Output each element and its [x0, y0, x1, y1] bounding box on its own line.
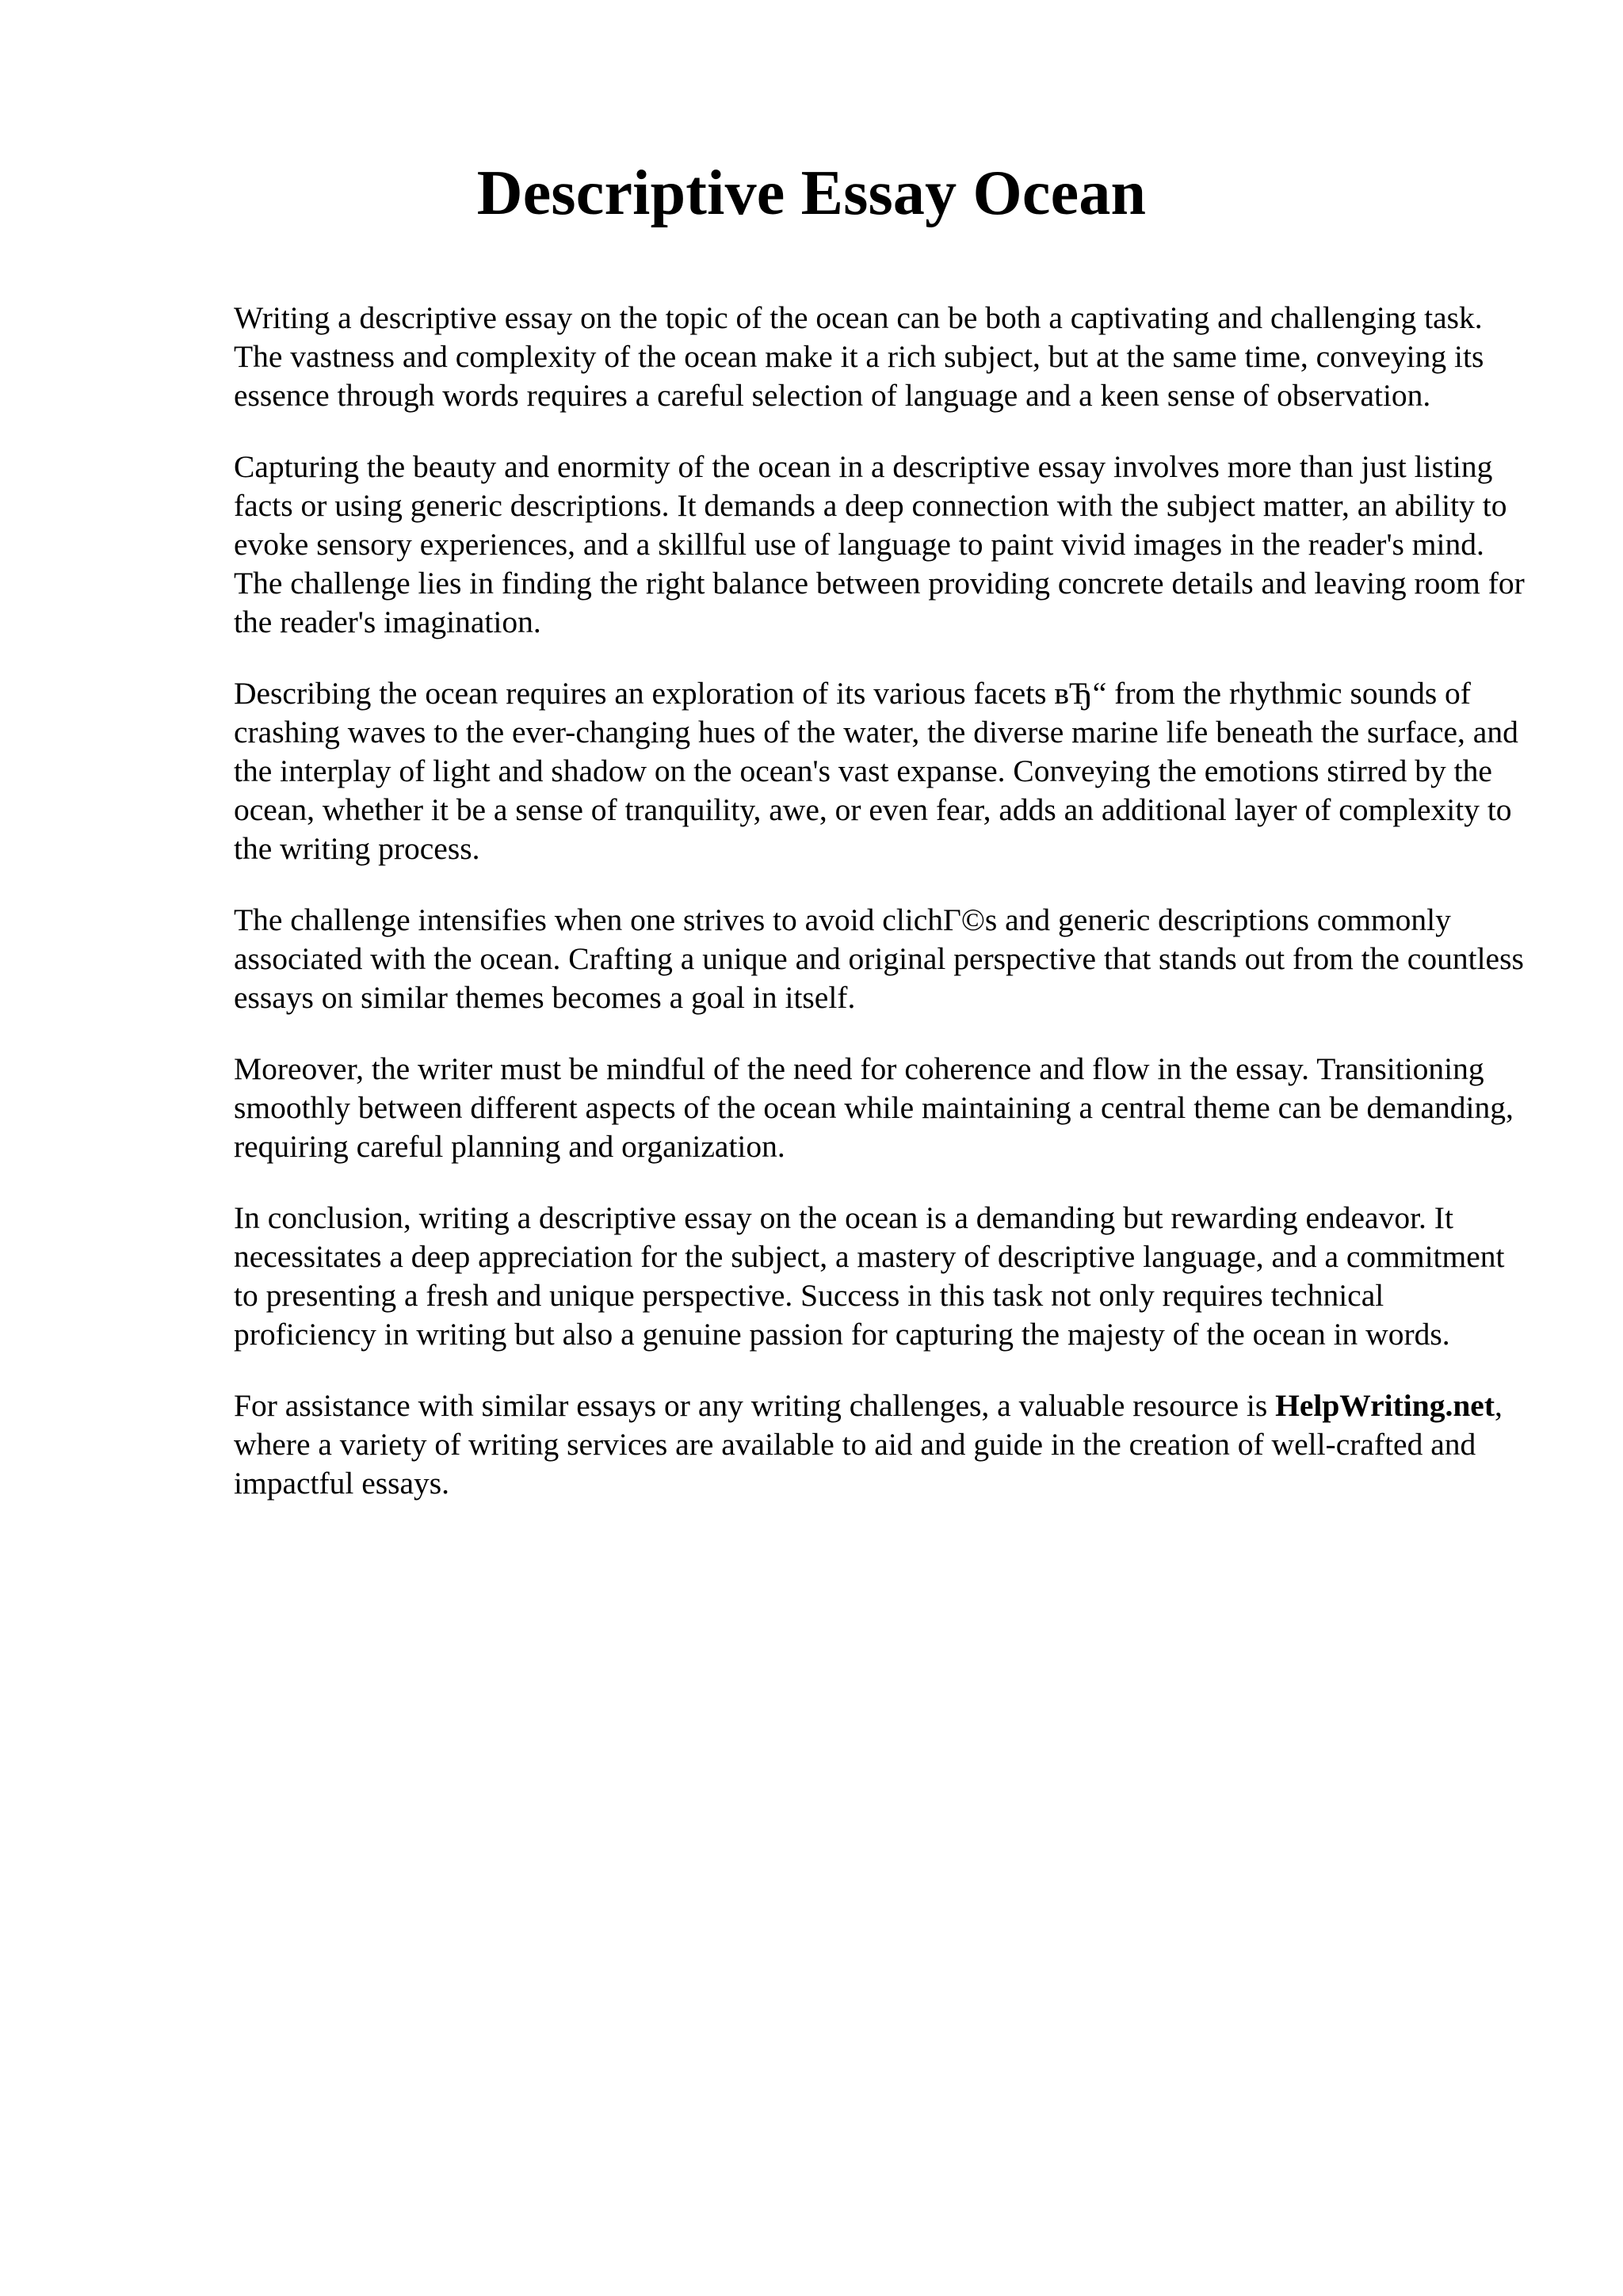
helpwriting-link[interactable]: HelpWriting.net: [1275, 1388, 1495, 1423]
document-title: Descriptive Essay Ocean: [476, 158, 1147, 228]
paragraph-conclusion: In conclusion, writing a descriptive essay on the ocean is a demanding but rewarding endeavor. It necessitates a deep appreciation for the subject, a mastery of descriptive language, and a commitment to presenting a fresh and unique perspective. Success in this task not only requires technical proficiency in writing but also a genuine passion for capturing the majesty of the ocean in words.: [234, 1200, 1505, 1352]
paragraph-closing: [234, 1386, 1533, 1503]
closing-tail-text: , where a variety of writing services are available to aid and guide in the creation of well-crafted and impactful essays.: [234, 1388, 1503, 1501]
document-body: [234, 299, 1533, 1535]
paragraph-intro: Writing a descriptive essay on the topic of the ocean can be both a captivating and challenging task. The vastness and complexity of the ocean make it a rich subject, but at the same time, conveying its essence through words requires a careful selection of language and a keen sense of observation.: [234, 300, 1484, 413]
paragraph-challenge: The challenge intensifies when one strives to avoid clichГ©s and generic descriptions commonly associated with the ocean. Crafting a unique and original perspective that stands out from the countless essays on similar themes becomes a goal in itself.: [234, 902, 1524, 1015]
paragraph-capturing: Capturing the beauty and enormity of the ocean in a descriptive essay involves more than just listing facts or using generic descriptions. It demands a deep connection with the subject matter, an ability to evoke sensory experiences, and a skillful use of language to paint vivid images in the reader's mind. The challenge lies in finding the right balance between providing concrete details and leaving room for the reader's imagination.: [234, 449, 1525, 639]
paragraph-describing: Describing the ocean requires an exploration of its various facets вЂ“ from the rhythmic sounds of crashing waves to the ever-changing hues of the water, the diverse marine life beneath the surface, and the interplay of light and shadow on the ocean's vast expanse. Conveying the emotions stirred by the ocean, whether it be a sense of tranquility, awe, or even fear, adds an additional layer of complexity to the writing process.: [234, 676, 1518, 866]
closing-lead-text: For assistance with similar essays or any writing challenges, a valuable resource is: [234, 1388, 1276, 1423]
paragraph-coherence: Moreover, the writer must be mindful of the need for coherence and flow in the essay. Transitioning smoothly between different aspects of the ocean while maintaining a central theme can be demanding, requiring careful planning and organization.: [234, 1051, 1514, 1164]
